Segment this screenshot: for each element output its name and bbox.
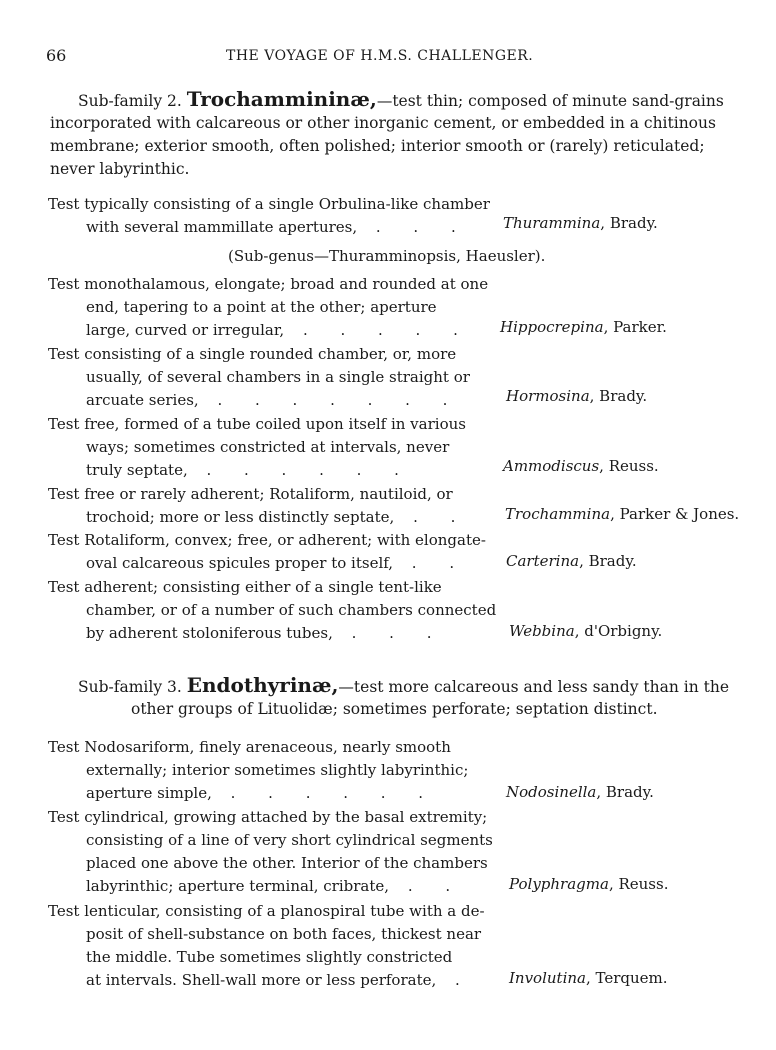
entry-line: at intervals. Shell-wall more or less perforate, (86, 971, 437, 989)
subfamily3-line-0: —test more calcareous and less sandy than in the (338, 678, 729, 696)
entry-line: aperture simple, (86, 784, 212, 802)
entry-line: labyrinthic; aperture terminal, cribrate, (86, 877, 390, 895)
subfamily2-line-0: —test thin; composed of minute sand-grains (376, 92, 724, 110)
genus-hippocrepina: Hippocrepina, Parker. (500, 318, 667, 336)
entry-line: externally; interior sometimes slightly labyrinthic; (86, 761, 469, 779)
leader-dots: . . . (332, 624, 446, 642)
entry-line: Test cylindrical, growing attached by the basal extremity; (48, 808, 488, 826)
subfamily3-line-1: other groups of Lituolidæ; sometimes perforate; septation distinct. (131, 700, 658, 718)
entry-line: Test typically consisting of a single Orbulina-like chamber (48, 195, 490, 213)
leader-dots: . . . . . . . (198, 391, 462, 409)
entry-line: end, tapering to a point at the other; aperture (86, 298, 437, 316)
page-number: 66 (46, 46, 67, 65)
subfamily2-label: Sub-family 2. (78, 92, 182, 110)
leader-dots: . . . . . . (187, 461, 413, 479)
genus-nodosinella: Nodosinella, Brady. (506, 783, 654, 801)
entry-line: Test lenticular, consisting of a planospiral tube with a de- (48, 902, 485, 920)
entry-line: trochoid; more or less distinctly septate, (86, 508, 395, 526)
subfamily3-label: Sub-family 3. (78, 678, 182, 696)
entry-line: posit of shell-substance on both faces, thickest near (86, 925, 482, 943)
entry-line: chamber, or of a number of such chambers connected (86, 601, 497, 619)
entry-line: usually, of several chambers in a single straight or (86, 368, 470, 386)
entry-line: Test free or rarely adherent; Rotaliform, nautiloid, or (48, 485, 453, 503)
entry-line: with several mammillate apertures, (86, 218, 358, 236)
genus-ammodiscus: Ammodiscus, Reuss. (503, 457, 659, 475)
genus-webbina: Webbina, d'Orbigny. (509, 622, 663, 640)
genus-polyphragma: Polyphragma, Reuss. (509, 875, 669, 893)
entry-line: consisting of a line of very short cylindrical segments (86, 831, 493, 849)
entry-line: ways; sometimes constricted at intervals, never (86, 438, 450, 456)
entry-line: Test Rotaliform, convex; free, or adherent; with elongate- (48, 531, 486, 549)
subgenus-line: (Sub-genus—Thuramminopsis, Haeusler). (228, 247, 546, 265)
genus-trochammina: Trochammina, Parker & Jones. (505, 505, 740, 523)
entry-line: Test consisting of a single rounded chamber, or, more (48, 345, 457, 363)
leader-dots: . . (394, 508, 470, 526)
subfamily2-line-2: membrane; exterior smooth, often polished; interior smooth or (rarely) reticulated; (50, 137, 705, 155)
genus-thurammina: Thurammina, Brady. (503, 214, 658, 232)
entry-line: oval calcareous spicules proper to itself, (86, 554, 394, 572)
genus-hormosina: Hormosina, Brady. (506, 387, 648, 405)
subfamily2-name: Trochammininæ, (186, 87, 377, 111)
leader-dots: . . . (357, 218, 470, 236)
leader-dots: . . (393, 554, 469, 572)
entry-line: Test adherent; consisting either of a single tent-like (48, 578, 442, 596)
genus-carterina: Carterina, Brady. (506, 552, 637, 570)
genus-involutina: Involutina, Terquem. (509, 969, 668, 987)
subfamily2-line-1: incorporated with calcareous or other inorganic cement, or embedded in a chitinous (50, 114, 716, 132)
subfamily2-line-3: never labyrinthic. (50, 160, 190, 178)
entry-line: Test Nodosariform, finely arenaceous, nearly smooth (48, 738, 451, 756)
leader-dots: . (436, 971, 474, 989)
entry-line: Test monothalamous, elongate; broad and rounded at one (48, 275, 489, 293)
entry-line: Test free, formed of a tube coiled upon itself in various (48, 415, 466, 433)
entry-line: large, curved or irregular, (86, 321, 285, 339)
subfamily3-name: Endothyrinæ, (186, 673, 339, 697)
running-title: THE VOYAGE OF H.M.S. CHALLENGER. (226, 48, 534, 64)
entry-line: the middle. Tube sometimes slightly constricted (86, 948, 453, 966)
entry-line: placed one above the other. Interior of the chambers (86, 854, 488, 872)
leader-dots: . . . . . . (211, 784, 438, 802)
entry-line: arcuate series, (86, 391, 199, 409)
entry-line: by adherent stoloniferous tubes, (86, 624, 333, 642)
leader-dots: . . (389, 877, 465, 895)
entry-line: truly septate, (86, 461, 188, 479)
leader-dots: . . . . . (284, 321, 472, 339)
